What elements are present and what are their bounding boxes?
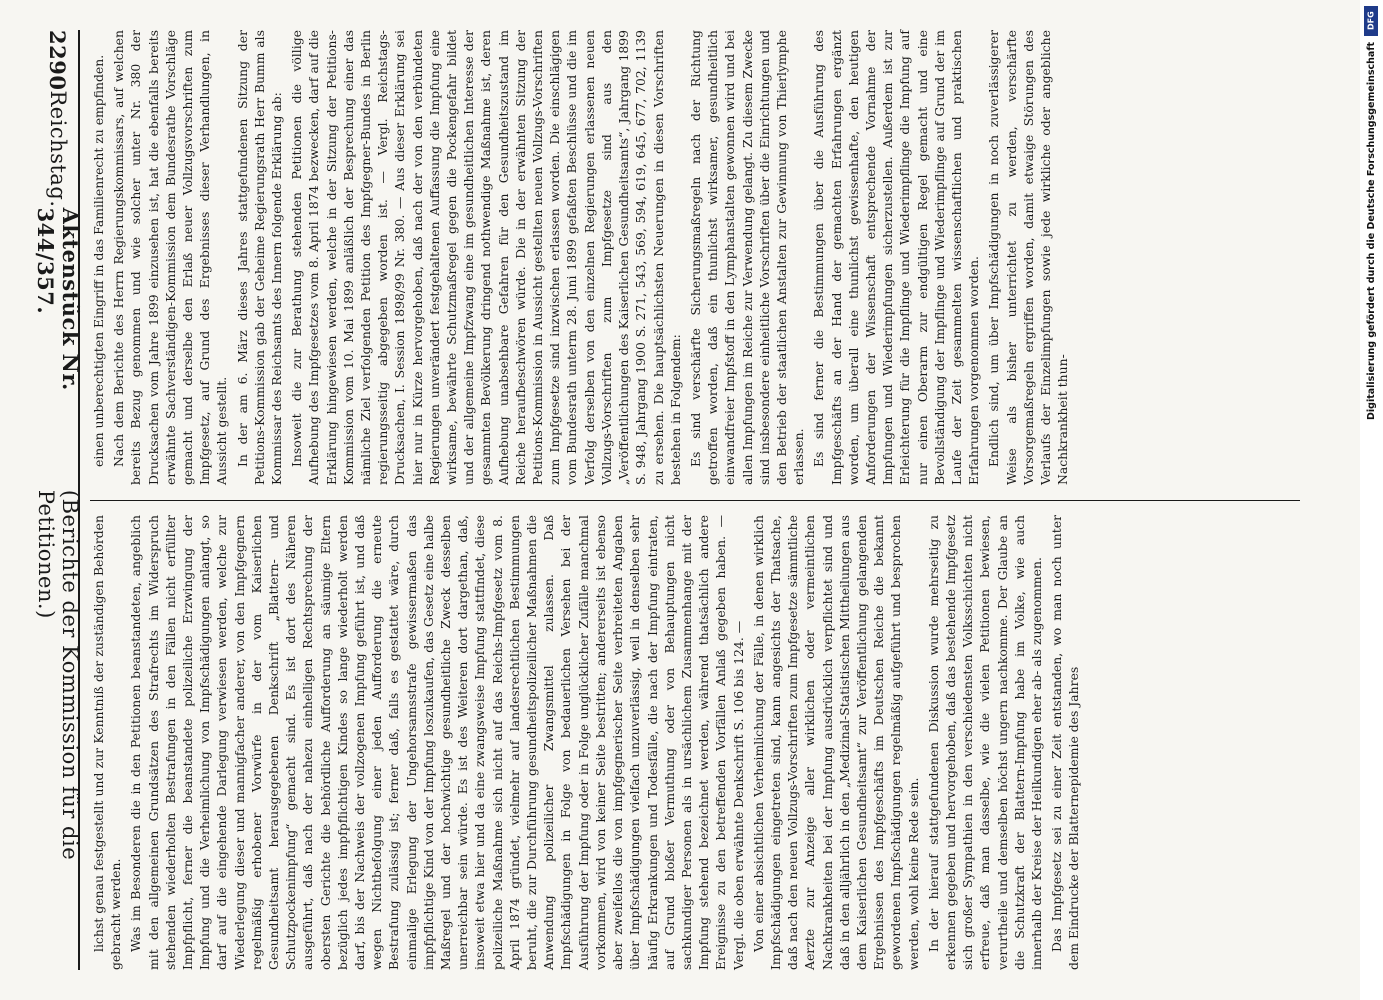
paragraph: Es sind verschärfte Sicherungsmaßregeln nach der Richtung getroffen worden, daß ein thunlichst wirksamer, gesundheitlich einwandfreier Impfstoff in den Lymphanstalten gewonnen wird und bei allen Impfungen im Reiche zur Verwendung gelangt. Zu diesem Zwecke sind insbesondere einheitliche Vorschriften über die Einrichtungen und den Betrieb der staatlichen Anstalten zur Gewinnung von Thierlymphe erlassen.	[687, 30, 807, 485]
running-header	[33, 30, 83, 970]
digitization-credit	[1362, 6, 1380, 996]
paragraph: einen unberechtigten Eingriff in das Familienrecht zu empfinden.	[91, 54, 106, 467]
right-text-column	[90, 515, 1240, 970]
dfg-logo: DFG	[1364, 6, 1378, 36]
paragraph: Das Impfgesetz sei zu einer Zeit entstanden, wo man noch unter dem Eindrucke der Blatternepidemie des Jahres	[1049, 515, 1082, 970]
paragraph: Endlich sind, um über Impfschädigungen in noch zuverlässigerer Weise als bisher unterrichtet zu werden, verschärfte Vorsorgemaßregeln ergriffen worden, damit etwaige Störungen des Verlaufs der Einzelimpfungen sowie jede wirkliche oder angebliche Nachkrankheit thun-	[986, 30, 1071, 485]
paragraph: Nach dem Berichte des Herrn Regierungskommissars, auf welchen bereits Bezug genommen und wie solcher unter Nr. 380 der Drucksachen vom Jahre 1899 einzusehen ist, hat die ebenfalls bereits erwähnte Sachverständigen-Kommission dem Bundesrathe Vorschläge gemacht und derselbe den Erlaß neuer Vollzugsvorschriften zum Impfgesetz, auf Grund des Ergebnisses dieser Verhandlungen, in Aussicht gestellt.	[111, 30, 230, 485]
paragraph: Von einer absichtlichen Verheimlichung der Fälle, in denen wirklich Impfschädigungen eingetreten sind, kann angesichts der Thatsache, daß nach den neuen Vollzugs-Vorschriften zum Impfgesetze sämmtliche Aerzte zur Anzeige aller wirklichen oder vermeintlichen Nachkrankheiten bei der Impfung ausdrücklich verpflichtet sind und daß in den alljährlich in den „Medizinal-Statistischen Mittheilungen aus dem Kaiserlichen Gesundheitsamt“ zur Veröffentlichung gelangenden Ergebnissen des Impfgeschäfts im Deutschen Reiche die bekannt gewordenen Impfschädigungen regelmäßig aufgeführt und besprochen werden, wohl keine Rede sein.	[750, 515, 921, 970]
paragraph: Was im Besonderen die in den Petitionen beanstandeten, angeblich mit den allgemeinen Grundsätzen des Strafrechts im Widerspruch stehenden wiederholten Bestrafungen in den Fällen nicht erfüllter Impfpflicht, ferner die beanstandete polizeiliche Erzwingung der Impfung und die Verheimlichung von Impfschädigungen anlangt, so darf auf die eingehende Darlegung verwiesen werden, welche zur Wiederlegung dieser und mannigfacher anderer, von den Impfgegnern regelmäßig erhobener Vorwürfe in der vom Kaiserlichen Gesundheitsamt herausgegebenen Denkschrift „Blattern- und Schutzpockenimpfung“ gemacht sind. Es ist dort des Näheren ausgeführt, daß nach der nahezu einhelligen Rechtsprechung der obersten Gerichte die behördliche Aufforderung an säumige Eltern bezüglich jedes impfpflichtigen Kindes so lange wiederholt werden darf, bis der Nachweis der vollzogenen Impfung geführt ist, und daß wegen Nichtbefolgung einer jeden Aufforderung die erneute Bestrafung zulässig ist; ferner daß, falls es gestattet wäre, durch einmalige Erlegung der Ungehorsamsstrafe gewissermaßen das impfpflichtige Kind von der Impfung loszukaufen, das Gesetz eine halbe Maßregel und der hochwichtige gesundheitliche Zweck desselben unerreichbar sein würde. Es ist des Weiteren dort dargethan, daß, insoweit etwa hier und da eine zwangsweise Impfung stattfindet, diese polizeiliche Maßnahme sich nicht auf das Reichs-Impfgesetz vom 8. April 1874 gründet, vielmehr auf landesrechtlichen Bestimmungen beruht, die zur Durchführung gesundheitspolizeilicher Maßnahmen die Anwendung polizeilicher Zwangsmittel zulassen. Daß Impfschädigungen in Folge von bedauerlichen Versehen bei der Ausführung der Impfung oder in Folge unglücklicher Zufälle manchmal vorkommen, wird von keiner Seite bestritten; andererseits ist ebenso aber zweifellos die von impfgegnerischer Seite verbreiteten Angaben über Impfschädigungen vielfach unzuverlässig, weil in denselben sehr häufig Erkrankungen und Todesfälle, die nach der Impfung eintraten, auf Grund bloßer Vermuthung oder von Behauptungen nicht sachkundiger Personen als in ursächlichem Zusammenhange mit der Impfung stehend bezeichnet werden, während thatsächlich andere Ereignisse zu den betreffenden Vorfällen Anlaß gegeben haben. — Vergl. die oben erwähnte Denkschrift S. 106 bis 124. —	[128, 515, 746, 970]
header-left-title: Reichstag.	[46, 90, 70, 208]
page-number: 2290	[45, 30, 71, 91]
header-document-number: Aktenstück Nr. 344/357.	[33, 207, 83, 391]
paragraph: In der hierauf stattgefundenen Diskussion wurde mehrseitig zu erkennen gegeben und hervorgehoben, daß das bestehende Impfgesetz sich großer Sympathien in den verschiedensten Volksschichten nicht erfreue, daß man dasselbe, wie die vielen Petitionen bewiesen, verurtheile und demselben höchst ungern nachkomme. Der Glaube an die Schutzkraft der Blattern-Impfung habe im Volke, wie auch innerhalb der Kreise der Heilkundigen eher ab- als zugenommen.	[925, 515, 1044, 970]
header-section-title: (Berichte der Kommission für die Petitionen.)	[34, 489, 82, 861]
paragraph: lichst genau festgestellt und zur Kenntniß der zuständigen Behörden gebracht werden.	[91, 515, 124, 970]
column-divider	[90, 500, 1300, 501]
paragraph: Es sind ferner die Bestimmungen über die Ausführung des Impfgeschäfts an der Hand der gemachten Erfahrungen ergänzt worden, um überall eine thunlichst gewissenhafte, den heutigen Anforderungen der Wissenschaft entsprechende Vornahme der Impfungen und Wiederimpfungen sicherzustellen. Außerdem ist zur Erleichterung für die Impflinge und Wiederimpflinge die Impfung auf nur einen Oberarm zur endgültigen Regel gemacht und eine Bevollständigung der Impflinge und Wiederimpflinge auf Grund der im Laufe der Zeit gesammelten wissenschaftlichen und praktischen Erfahrungen vorgenommen worden.	[811, 30, 982, 485]
credit-text: Digitalisierung gefördert durch die Deutsche Forschungsgemeinschaft	[1365, 42, 1377, 420]
paragraph: Insoweit die zur Berathung stehenden Petitionen die völlige Aufhebung des Impfgesetzes vom 8. April 1874 bezwecken, darf auf die Erklärung hingewiesen werden, welche in der Sitzung der Petitions-Kommission vom 10. Mai 1899 anläßlich der Besprechung einer das nämliche Ziel verfolgenden Petition des Impfgegner-Bundes in Berlin regierungsseitig abgegeben worden ist. — Vergl. Reichstags-Drucksachen, I. Session 1898/99 Nr. 380. — Aus dieser Erklärung sei hier nur in Kürze hervorgehoben, daß nach der von den verbündeten Regierungen unverändert festgehaltenen Auffassung die Impfung eine wirksame, bewährte Schutzmaßregel gegen die Pockengefahr bildet und der allgemeine Impfzwang eine im gesundheitlichen Interesse der gesammten Bevölkerung dringend nothwendige Maßnahme ist, deren Aufhebung unabsehbare Gefahren für den Gesundheitszustand im Reiche heraufbeschwören würde. Die in der erwähnten Sitzung der Petitions-Kommission in Aussicht gestellten neuen Vollzugs-Vorschriften zum Impfgesetze sind inzwischen erlassen worden. Die einschlägigen vom Bundesrath unterm 28. Juni 1899 gefaßten Beschlüsse und die im Verfolg derselben von den einzelnen Regierungen erlassenen neuen Vollzugs-Vorschriften zum Impfgesetze sind aus den „Veröffentlichungen des Kaiserlichen Gesundheitsamts“, Jahrgang 1899 S. 948, Jahrgang 1900 S. 271, 543, 569, 594, 619, 645, 677, 702, 1139 zu ersehen. Die hauptsächlichsten Neuerungen in diesen Vorschriften bestehen in Folgendem:	[289, 30, 683, 485]
paragraph: In der am 6. März dieses Jahres stattgefundenen Sitzung der Petitions-Kommission gab der Geheime Regierungsrath Herr Bumm als Kommissar des Reichsamts des Innern folgende Erklärung ab:	[234, 30, 285, 485]
left-text-column	[90, 30, 1240, 485]
